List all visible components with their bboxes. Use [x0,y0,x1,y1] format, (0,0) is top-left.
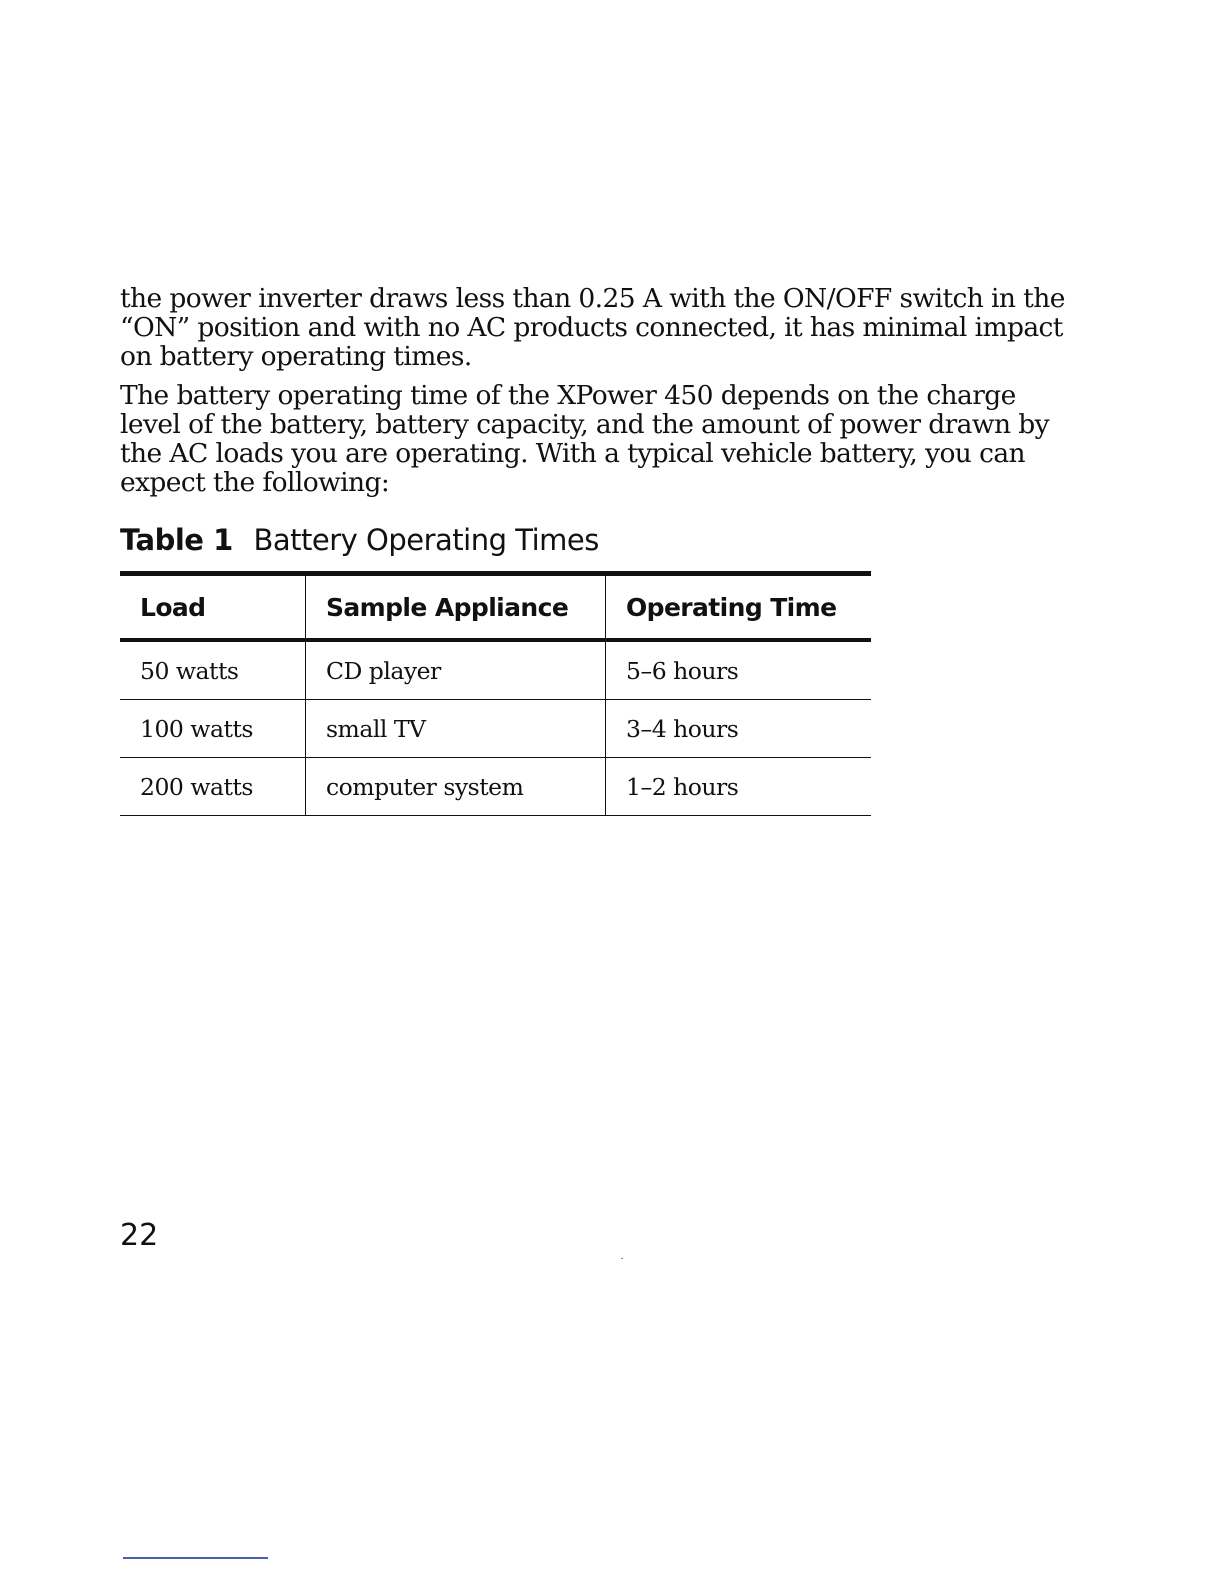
table-row [120,700,871,758]
cell-operating-time: 1–2 hours [606,758,872,816]
table-row [120,758,871,816]
table-caption-number: Table 1 [120,523,233,557]
header-load: Load [140,592,206,622]
table-header-row [120,574,871,641]
cell-load: 100 watts [140,714,253,743]
battery-operating-times-table [120,571,871,816]
cell-load: 200 watts [140,772,253,801]
header-sample-appliance: Sample Appliance [306,574,606,641]
table-caption-title: Battery Operating Times [253,523,599,557]
scan-speck [621,1258,623,1259]
bottom-rule [123,1557,268,1559]
cell-operating-time: 5–6 hours [606,640,872,700]
body-paragraph-2: The battery operating time of the XPower 450 depends on the charge level of the battery, battery capacity, and the amount of power drawn by the AC loads you are operating. With a typical vehicle battery, you can expect the following: [120,380,1049,498]
page-number: 22 [120,1218,159,1253]
cell-appliance: small TV [306,700,606,758]
cell-load: 50 watts [140,656,239,685]
body-paragraph-1: the power inverter draws less than 0.25 A with the ON/OFF switch in the “ON” position and with no AC products connected, it has minimal impact on battery operating times. [120,283,1065,372]
cell-appliance: computer system [306,758,606,816]
table-row [120,640,871,700]
table-caption [120,522,599,558]
cell-operating-time: 3–4 hours [606,700,872,758]
header-operating-time: Operating Time [606,574,872,641]
cell-appliance: CD player [306,640,606,700]
